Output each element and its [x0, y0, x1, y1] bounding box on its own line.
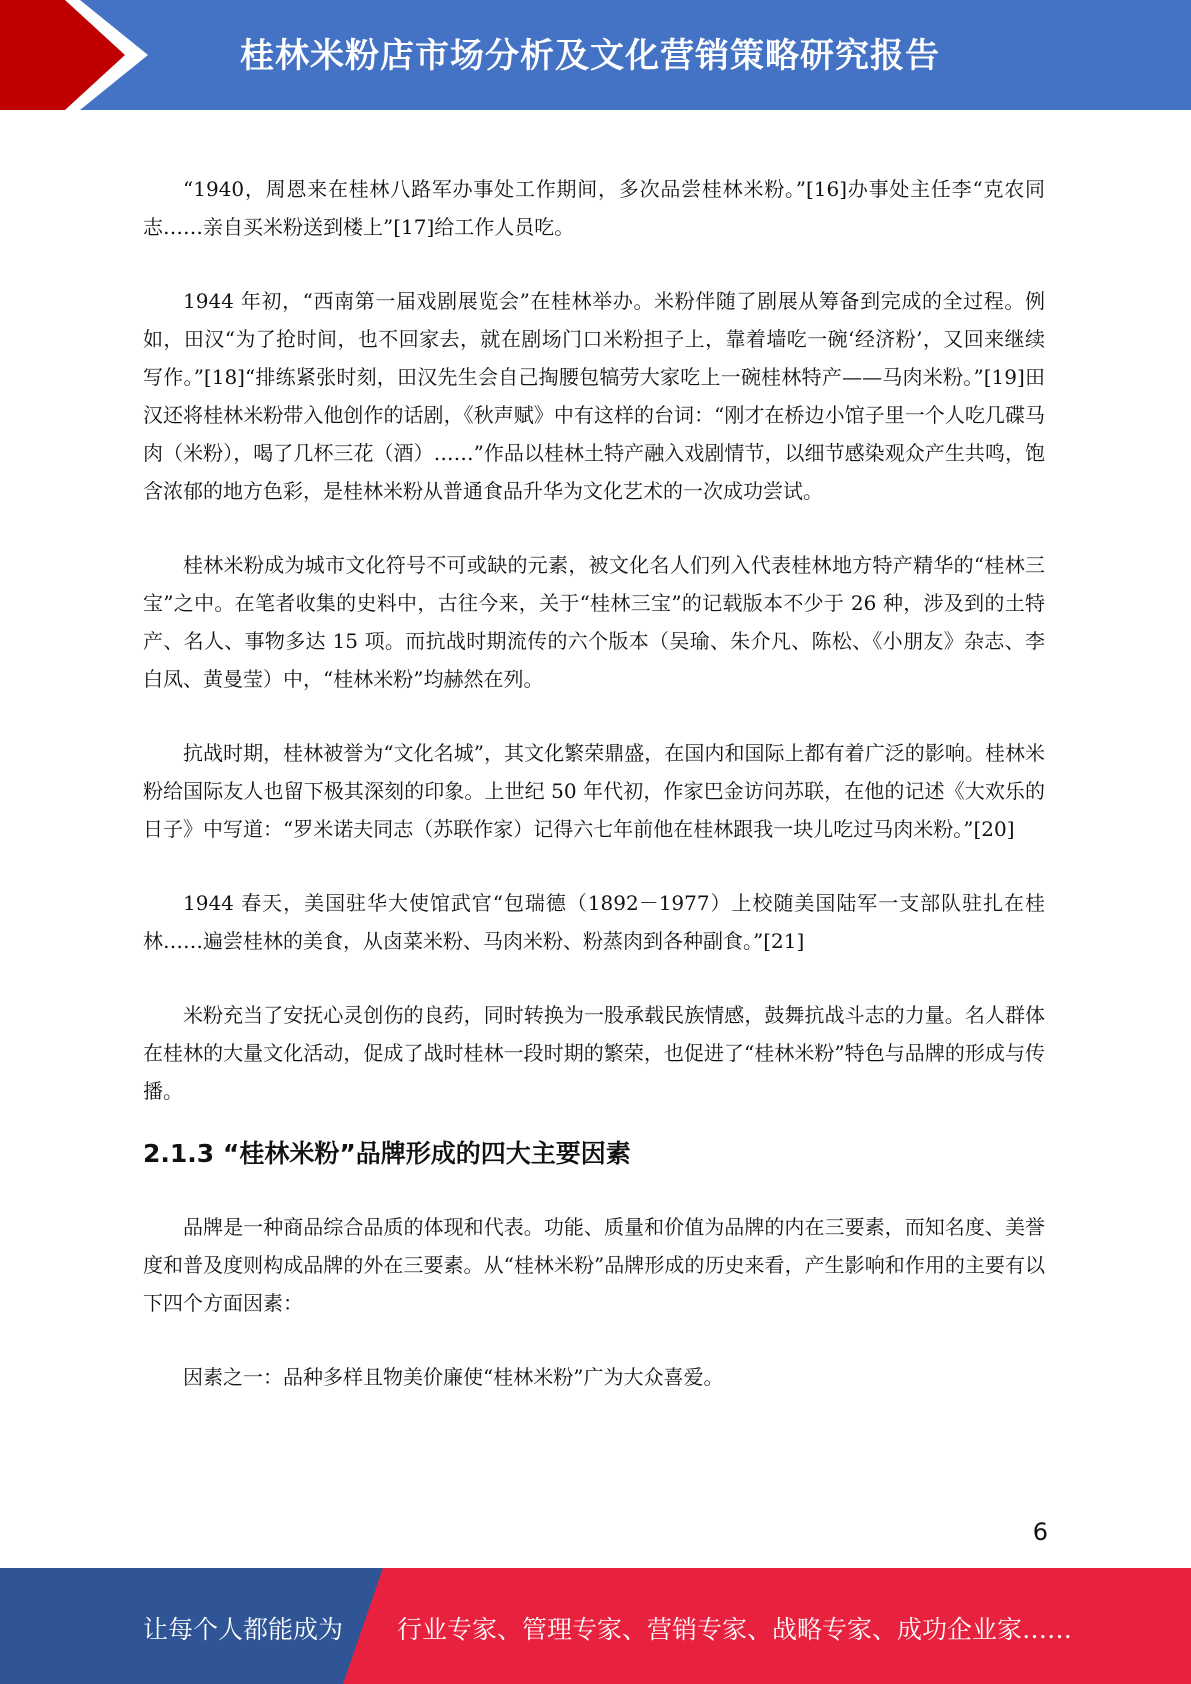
- document-title: 桂林米粉店市场分析及文化营销策略研究报告: [240, 36, 940, 76]
- paragraph: 抗战时期，桂林被誉为“文化名城”，其文化繁荣鼎盛，在国内和国际上都有着广泛的影响。桂林米粉给国际友人也留下极其深刻的印象。上世纪 50 年代初，作家巴金访问苏联，在他的记述《大欢乐的日子》中写道：“罗米诺夫同志（苏联作家）记得六七年前他在桂林跟我一块儿吃过马肉米粉。”[20]: [143, 741, 1045, 841]
- footer-slogan-right: 行业专家、管理专家、营销专家、战略专家、成功企业家……: [397, 1615, 1073, 1644]
- header-arrow-decoration: [0, 0, 160, 110]
- paragraph: 桂林米粉成为城市文化符号不可或缺的元素，被文化名人们列入代表桂林地方特产精华的“桂林三宝”之中。在笔者收集的史料中，古往今来，关于“桂林三宝”的记载版本不少于 26 种，涉及到的土特产、名人、事物多达 15 项。而抗战时期流传的六个版本（吴瑜、朱介凡、陈松、《小朋友》杂志、李白凤、黄曼莹）中，“桂林米粉”均赫然在列。: [143, 553, 1045, 691]
- page-content: [143, 170, 1045, 1396]
- paragraph: 1944 春天，美国驻华大使馆武官“包瑞德（1892－1977）上校随美国陆军一支部队驻扎在桂林……遍尝桂林的美食，从卤菜米粉、马肉米粉、粉蒸肉到各种副食。”[21]: [143, 891, 1045, 953]
- page-footer: [0, 1568, 1191, 1684]
- paragraph: 因素之一：品种多样且物美价廉使“桂林米粉”广为大众喜爱。: [183, 1365, 724, 1389]
- paragraph: 1944 年初，“西南第一届戏剧展览会”在桂林举办。米粉伴随了剧展从筹备到完成的全过程。例如，田汉“为了抢时间，也不回家去，就在剧场门口米粉担子上，靠着墙吃一碗‘经济粉’，又回来继续写作。”[18]“排练紧张时刻，田汉先生会自己掏腰包犒劳大家吃上一碗桂林特产——马肉米粉。”[19]田汉还将桂林米粉带入他创作的话剧，《秋声赋》中有这样的台词：“刚才在桥边小馆子里一个人吃几碟马肉（米粉），喝了几杯三花（酒）……”作品以桂林土特产融入戏剧情节，以细节感染观众产生共鸣，饱含浓郁的地方色彩，是桂林米粉从普通食品升华为文化艺术的一次成功尝试。: [143, 289, 1045, 503]
- page-number: 6: [1032, 1518, 1048, 1546]
- section-heading: 2.1.3 “桂林米粉”品牌形成的四大主要因素: [143, 1139, 631, 1168]
- footer-slogan-left: 让每个人都能成为: [143, 1615, 344, 1644]
- paragraph: 品牌是一种商品综合品质的体现和代表。功能、质量和价值为品牌的内在三要素，而知名度、美誉度和普及度则构成品牌的外在三要素。从“桂林米粉”品牌形成的历史来看，产生影响和作用的主要有以下四个方面因素：: [143, 1215, 1045, 1315]
- paragraph: 米粉充当了安抚心灵创伤的良药，同时转换为一股承载民族情感，鼓舞抗战斗志的力量。名人群体在桂林的大量文化活动，促成了战时桂林一段时期的繁荣，也促进了“桂林米粉”特色与品牌的形成与传播。: [143, 1003, 1045, 1103]
- paragraph: “1940，周恩来在桂林八路军办事处工作期间，多次品尝桂林米粉。”[16]办事处主任李“克农同志……亲自买米粉送到楼上”[17]给工作人员吃。: [143, 177, 1045, 239]
- page-header: [0, 0, 1191, 110]
